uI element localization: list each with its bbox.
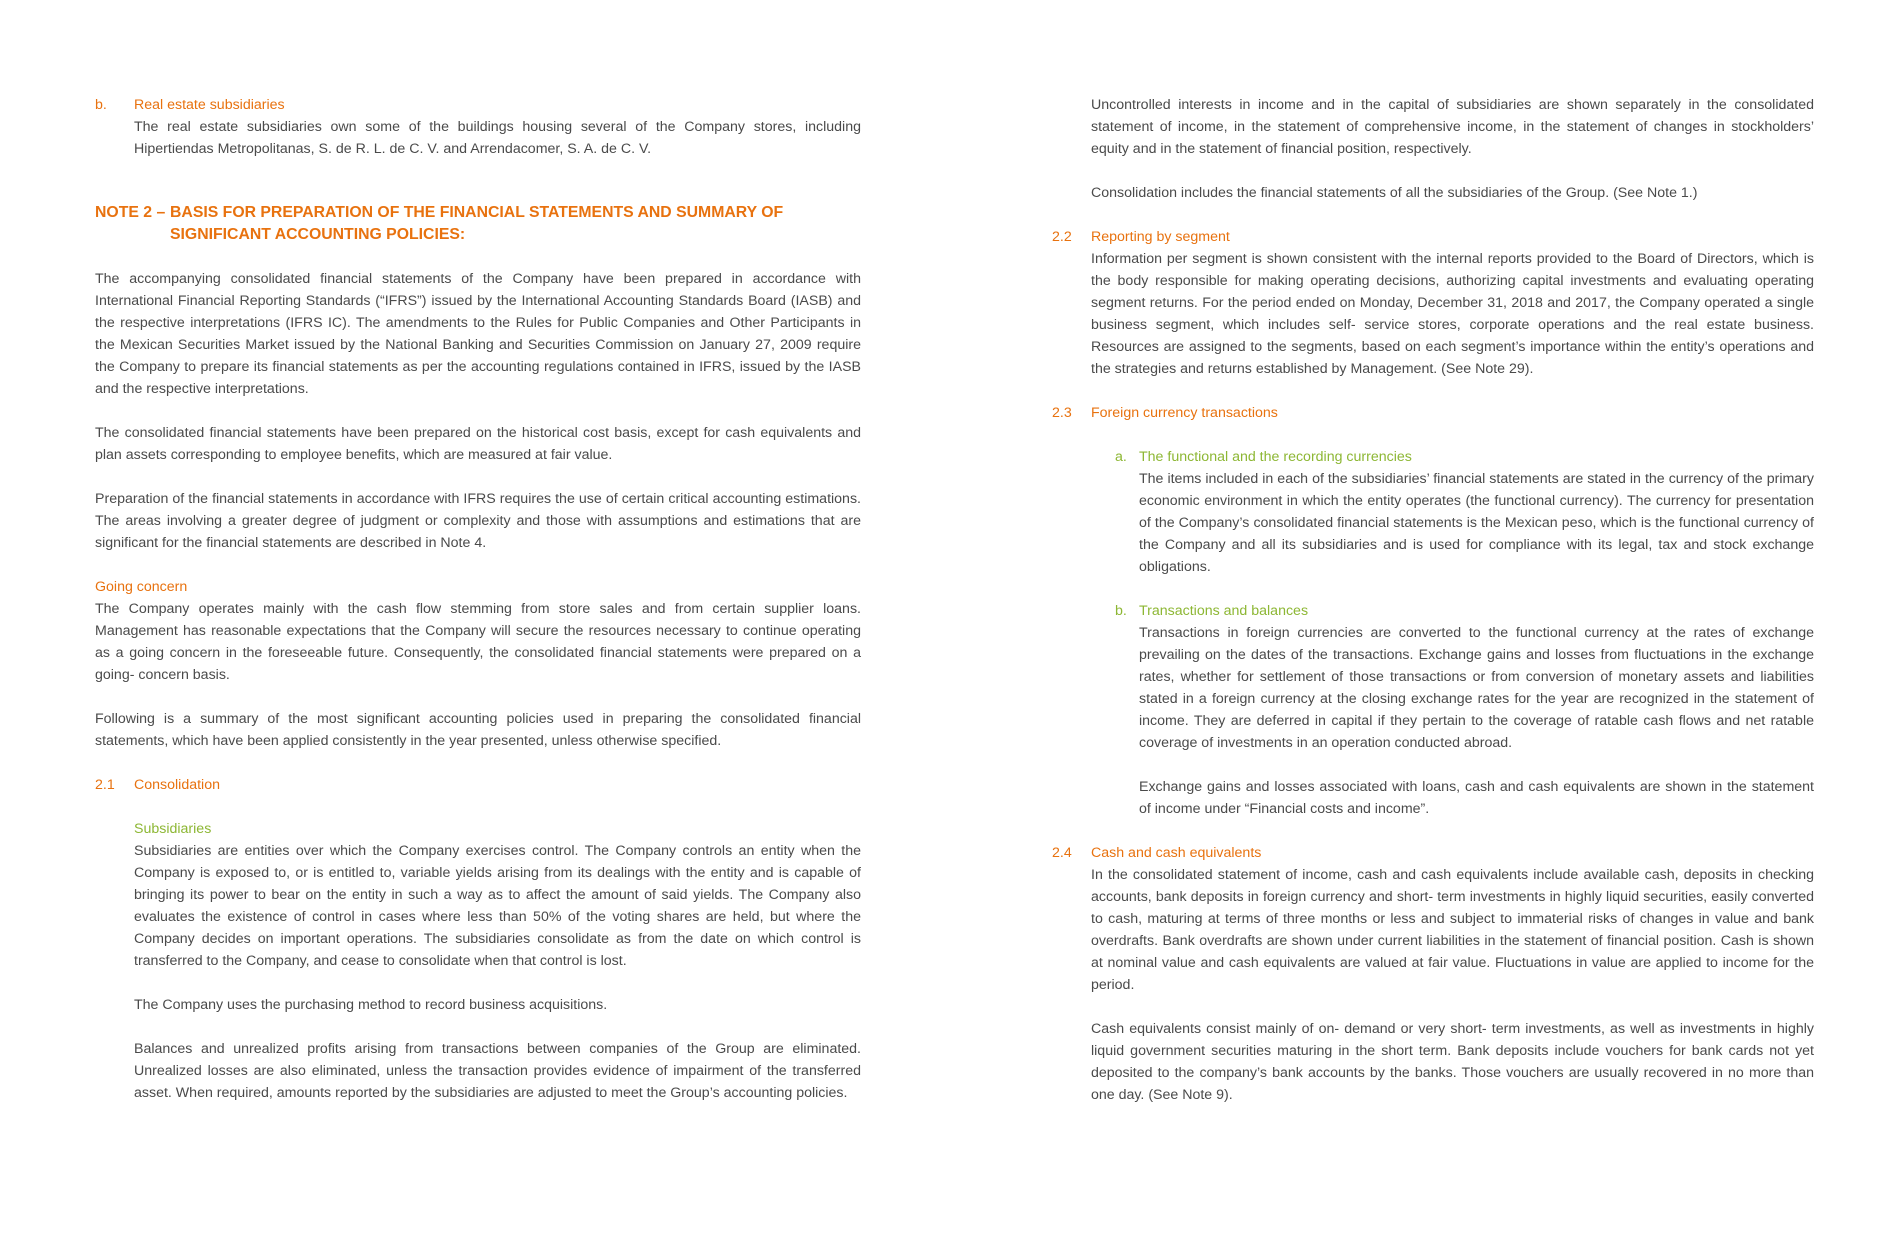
section-2-2 <box>1052 226 1814 380</box>
paragraph: Balances and unrealized profits arising from transactions between companies of the Group are eliminated. Unrealized losses are also eliminated, unless the transaction provides evidence of impairment of the transferred asset. When required, amounts reported by the subsidiaries are adjusted to meet the Group’s accounting policies. <box>134 1041 861 1101</box>
paragraph: Consolidation includes the financial statements of all the subsidiaries of the Group. (See Note 1.) <box>1091 185 1698 201</box>
section-2-3 <box>1052 402 1814 424</box>
section-b-real-estate <box>95 94 861 160</box>
paragraph: The Company uses the purchasing method to record business acquisitions. <box>134 997 608 1013</box>
note-title: BASIS FOR PREPARATION OF THE FINANCIAL STATEMENTS AND SUMMARY OF SIGNIFICANT ACCOUNTING POLICIES: <box>170 204 784 243</box>
paragraph: Exchange gains and losses associated with loans, cash and cash equivalents are shown in the statement of income under “Financial costs and income”. <box>1139 779 1814 817</box>
section-2-4 <box>1052 842 1814 1106</box>
paragraph: Cash equivalents consist mainly of on- demand or very short- term investments, as well as investments in highly liquid government securities maturing in the short term. Bank deposits include vouchers for bank cards not yet deposited to the company’s bank accounts by the banks. Those vouchers are usually recovered in no more than one day. (See Note 9). <box>1091 1021 1814 1103</box>
paragraph: The items included in each of the subsidiaries’ financial statements are stated in the currency of the primary economic environment in which the entity operates (the functional currency). The currency for presentation of the Company’s consolidated financial statements is the Mexican peso, which is the functional currency of the Company and all its subsidiaries and is used for compliance with its legal, tax and stock exchange obligations. <box>1139 471 1814 575</box>
paragraph: Information per segment is shown consistent with the internal reports provided to the Board of Directors, which is the body responsible for making operating decisions, authorizing capital investments and evaluating operating segment returns. For the period ended on Monday, December 31, 2018 and 2017, the Company operated a single business segment, which includes self- service stores, corporate operations and the real estate business. Resources are assigned to the segments, based on each segment’s importance within the entity’s operations and the strategies and returns established by Management. (See Note 29). <box>1091 251 1814 377</box>
note-label: NOTE 2 – <box>95 204 166 221</box>
subsection-b <box>1115 600 1814 820</box>
section-2-1 <box>95 774 861 1104</box>
section-number: 2.2 <box>1052 229 1072 245</box>
right-column <box>1052 94 1814 1106</box>
paragraph: The real estate subsidiaries own some of the buildings housing several of the Company stores, including Hipertiendas Metropolitanas, S. de R. L. de C. V. and Arrendacomer, S. A. de C. V. <box>134 119 861 157</box>
section-title: Consolidation <box>134 777 220 793</box>
subsection-title: The functional and the recording currencies <box>1139 449 1412 465</box>
paragraph: Following is a summary of the most significant accounting policies used in preparing the consolidated financial statements, which have been applied consistently in the year presented, unless otherwise specified. <box>95 711 861 749</box>
subsection-a <box>1115 446 1814 578</box>
paragraph: The Company operates mainly with the cash flow stemming from store sales and from certain supplier loans. Management has reasonable expectations that the Company will secure the resources necessary to continue operating as a going concern in the foreseeable future. Consequently, the consolidated financial statements were prepared on a going- concern basis. <box>95 601 861 683</box>
paragraph: The consolidated financial statements have been prepared on the historical cost basis, except for cash equivalents and plan assets corresponding to employee benefits, which are measured at fair value. <box>95 425 861 463</box>
section-number: 2.1 <box>95 777 115 793</box>
paragraph: Transactions in foreign currencies are converted to the functional currency at the rates of exchange prevailing on the dates of the transactions. Exchange gains and losses from fluctuations in the exchange rates, whether for settlement of those transactions or from conversion of monetary assets and liabilities stated in a foreign currency at the closing exchange rates for the year are recognized in the statement of income. They are deferred in capital if they pertain to the coverage of ratable cash flows and net ratable coverage of investments in an operation conducted abroad. <box>1139 625 1814 751</box>
note-2-heading <box>95 202 861 246</box>
paragraph: Subsidiaries are entities over which the Company exercises control. The Company controls an entity when the Company is exposed to, or is entitled to, variable yields arising from its dealings with the entity and is capable of bringing its power to bear on the entity in such a way as to affect the amount of said yields. The Company also evaluates the existence of control in cases where less than 50% of the voting shares are held, but where the Company decides on important operations. The subsidiaries consolidate as from the date on which control is transferred to the Company, and cease to consolidate when that control is lost. <box>134 843 861 969</box>
paragraph: Preparation of the financial statements in accordance with IFRS requires the use of certain critical accounting estimations. The areas involving a greater degree of judgment or complexity and those with assumptions and estimations that are significant for the financial statements are described in Note 4. <box>95 491 861 551</box>
going-concern-title: Going concern <box>95 579 188 595</box>
section-marker: b. <box>95 97 107 113</box>
paragraph: In the consolidated statement of income, cash and cash equivalents include available cash, deposits in checking accounts, bank deposits in foreign currency and short- term investments in highly liquid securities, easily converted to cash, maturing at terms of three months or less and subject to immaterial risks of changes in value and bank overdrafts. Bank overdrafts are shown under current liabilities in the statement of financial position. Cash is shown at nominal value and cash equivalents are valued at fair value. Fluctuations in value are applied to income for the period. <box>1091 867 1814 993</box>
subsection-marker: b. <box>1115 603 1127 619</box>
paragraph: Uncontrolled interests in income and in the capital of subsidiaries are shown separately in the consolidated statement of income, in the statement of comprehensive income, in the statement of changes in stockholders’ equity and in the statement of financial position, respectively. <box>1091 97 1814 157</box>
paragraph: The accompanying consolidated financial statements of the Company have been prepared in accordance with International Financial Reporting Standards (“IFRS”) issued by the International Accounting Standards Board (IASB) and the respective interpretations (IFRS IC). The amendments to the Rules for Public Companies and Other Participants in the Mexican Securities Market issued by the National Banking and Securities Commission on January 27, 2009 require the Company to prepare its financial statements as per the accounting regulations contained in IFRS, issued by the IASB and the respective interpretations. <box>95 271 861 397</box>
section-title: Cash and cash equivalents <box>1091 845 1262 861</box>
section-number: 2.3 <box>1052 405 1072 421</box>
subsection-title: Transactions and balances <box>1139 603 1309 619</box>
subsection-marker: a. <box>1115 449 1127 465</box>
section-number: 2.4 <box>1052 845 1072 861</box>
section-title: Foreign currency transactions <box>1091 405 1278 421</box>
subsection-title: Subsidiaries <box>134 821 212 837</box>
section-title: Reporting by segment <box>1091 229 1230 245</box>
left-column <box>95 94 861 1104</box>
section-title: Real estate subsidiaries <box>134 97 285 113</box>
